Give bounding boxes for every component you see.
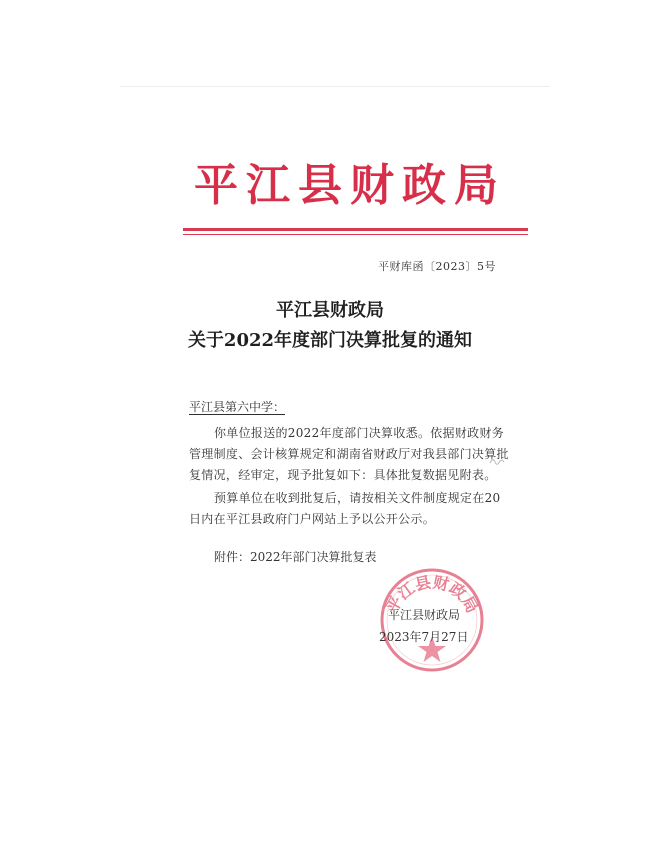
addressee: 平江县第六中学： <box>189 400 286 414</box>
body-paragraph-2-line-2: 日内在平江县政府门户网站上予以公开公示。 <box>189 512 436 526</box>
signature-org: 平江县财政局 <box>388 608 461 622</box>
body-paragraph-1-line-3: 复情况，经审定，现予批复如下：具体批复数据见附表。 <box>189 468 497 482</box>
document-number: 平财库函〔2023〕5号 <box>378 260 496 273</box>
notice-title-line-1: 平江县财政局 <box>276 300 384 321</box>
body-paragraph-2-line-1: 预算单位在收到批复后，请按相关文件制度规定在20 <box>214 491 501 505</box>
paper-edge <box>120 86 550 87</box>
red-rule-thin <box>183 234 528 235</box>
notice-title-line-2: 关于2022年度部门决算批复的通知 <box>187 330 473 351</box>
handwritten-mark-icon <box>489 456 505 466</box>
body-paragraph-1-line-1: 你单位报送的2022年度部门决算收悉。依据财政财务 <box>214 426 505 440</box>
red-rule-thick <box>183 228 528 231</box>
masthead-title: 平江县财政局 <box>194 160 506 211</box>
signature-date: 2023年7月27日 <box>379 630 469 644</box>
attachment-note: 附件：2022年部门决算批复表 <box>214 550 377 564</box>
body-paragraph-1-line-2: 管理制度、会计核算规定和湖南省财政厅对我县部门决算批 <box>189 447 509 461</box>
seal-text: 平江县财政局 <box>381 572 483 617</box>
